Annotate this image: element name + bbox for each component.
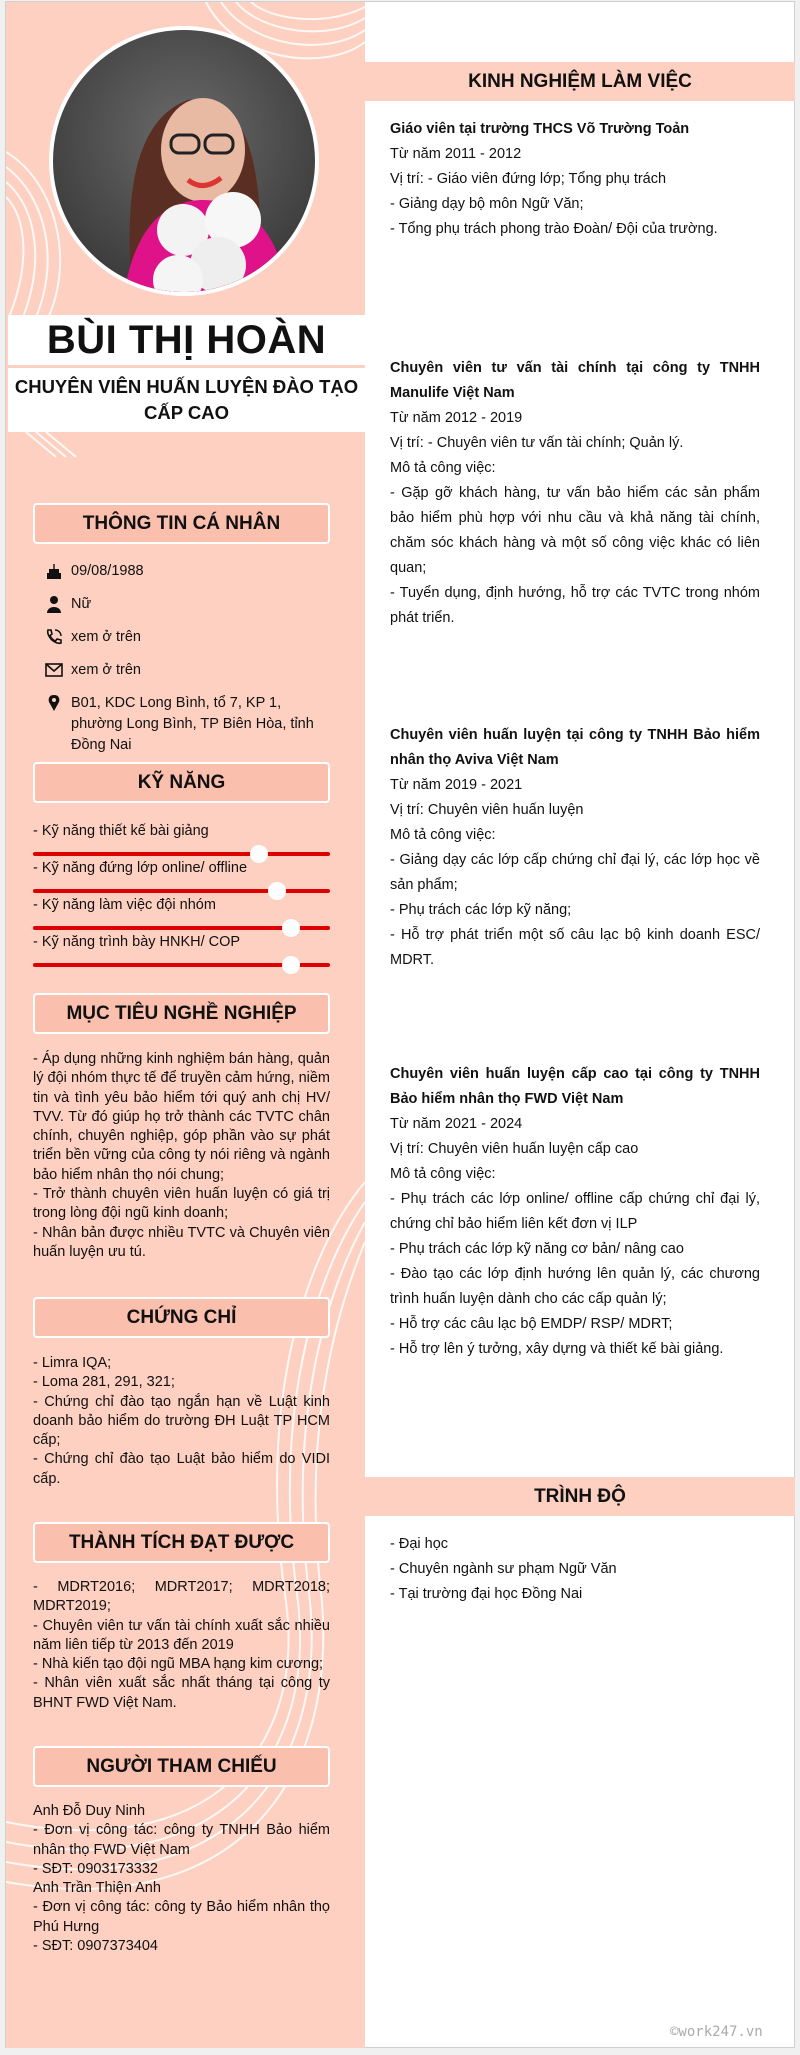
references-heading: NGƯỜI THAM CHIẾU — [33, 1746, 330, 1787]
certificates-heading: CHỨNG CHỈ — [33, 1297, 330, 1338]
skill-label: - Kỹ năng trình bày HNKH/ COP — [33, 934, 241, 950]
job-detail: Từ năm 2021 - 2024 — [390, 1116, 523, 1132]
email-icon — [45, 661, 63, 679]
location-pin-icon — [45, 694, 63, 712]
job-detail: - Giảng dạy các lớp cấp chứng chỉ đại lý, các lớp học về sản phẩm; — [390, 852, 760, 893]
address-item: B01, KDC Long Bình, tổ 7, KP 1, phường Long Bình, TP Biên Hòa, tỉnh Đồng Nai — [45, 693, 331, 756]
job-entry — [390, 723, 760, 973]
job-detail: - Hỗ trợ các câu lạc bộ EMDP/ RSP/ MDRT; — [390, 1316, 673, 1332]
profile-photo — [49, 26, 319, 296]
job-detail: - Giảng dạy bộ môn Ngữ Văn; — [390, 196, 584, 212]
job-detail: Vị trí: - Giáo viên đứng lớp; Tổng phụ trách — [390, 171, 667, 187]
phone-item: xem ở trên — [45, 627, 331, 648]
job-detail: Vị trí: - Chuyên viên tư vấn tài chính; Quản lý. — [390, 435, 684, 451]
skill-level-knob — [250, 845, 268, 863]
sidebar — [6, 2, 365, 2048]
skill-level-bar — [33, 889, 330, 893]
objective-heading: MỤC TIÊU NGHỀ NGHIỆP — [33, 993, 330, 1034]
job-detail: Từ năm 2019 - 2021 — [390, 777, 523, 793]
objective-text: - Áp dụng những kinh nghiệm bán hàng, quản lý đội nhóm thực tế để truyền cảm hứng, niềm tin và tình yêu bảo hiểm tới quý anh chị HV/ TVV. Từ đó giúp họ trở thành các TVTC chân chính, chuyên nghiệp, góp phần vào sự phát triển bền vững của công ty nói riêng và ngành bảo hiểm nhân thọ nói chung; - Trở thành chuyên viên huấn luyện có giá trị trong lòng đội ngũ kinh doanh; - Nhân bản được nhiều TVTC và Chuyên viên huấn luyện ưu tú. — [33, 1051, 330, 1260]
skill-label: - Kỹ năng làm việc đội nhóm — [33, 897, 216, 913]
candidate-name: BÙI THỊ HOÀN — [8, 315, 365, 365]
achievements-heading: THÀNH TÍCH ĐẠT ĐƯỢC — [33, 1522, 330, 1563]
skill-level-bar — [33, 963, 330, 967]
cv-page — [5, 1, 795, 2048]
job-detail: Vị trí: Chuyên viên huấn luyện cấp cao — [390, 1141, 639, 1157]
job-detail: - Phụ trách các lớp online/ offline cấp chứng chỉ đại lý, chứng chỉ bảo hiểm liên kết đơn vị ILP — [390, 1191, 760, 1232]
job-detail: Mô tả công việc: — [390, 460, 496, 476]
person-icon — [45, 595, 63, 613]
job-detail: Vị trí: Chuyên viên huấn luyện — [390, 802, 584, 818]
job-title: Chuyên viên huấn luyện tại công ty TNHH Bảo hiểm nhân thọ Aviva Việt Nam — [390, 727, 760, 768]
skill-level-knob — [268, 882, 286, 900]
skill-label: - Kỹ năng thiết kế bài giảng — [33, 823, 209, 839]
skill-level-bar — [33, 926, 330, 930]
job-detail: - Gặp gỡ khách hàng, tư vấn bảo hiểm các sản phẩm bảo hiểm phù hợp với nhu cầu và khả năng tài chính, chăm sóc khách hàng và một số công việc khác có liên quan; — [390, 485, 760, 576]
phone-icon — [45, 628, 63, 646]
job-title: Giáo viên tại trường THCS Võ Trường Toản — [390, 121, 690, 137]
job-title: CHUYÊN VIÊN HUẤN LUYỆN ĐÀO TẠO CẤP CAO — [8, 368, 365, 432]
birthday-item: 09/08/1988 — [45, 561, 331, 582]
education-list: - Đại học - Chuyên ngành sư phạm Ngữ Văn - Tại trường đại học Đồng Nai — [390, 1536, 617, 1602]
watermark: ©work247.vn — [670, 2024, 763, 2040]
references-text: Anh Đỗ Duy Ninh - Đơn vị công tác: công ty TNHH Bảo hiểm nhân thọ FWD Việt Nam - SĐT: 0903173332 Anh Trần Thiện Anh - Đơn vị công tác: công ty Bảo hiểm nhân thọ Phú Hưng - SĐT: 0907373404 — [33, 1803, 330, 1955]
job-detail: - Phụ trách các lớp kỹ năng; — [390, 902, 572, 918]
skill-level-bar — [33, 852, 330, 856]
job-detail: Từ năm 2012 - 2019 — [390, 410, 523, 426]
job-detail: - Tổng phụ trách phong trào Đoàn/ Đội của trường. — [390, 221, 718, 237]
job-detail: - Tuyển dụng, định hướng, hỗ trợ các TVTC trong nhóm phát triển. — [390, 585, 760, 626]
education-heading: TRÌNH ĐỘ — [365, 1477, 795, 1516]
job-detail: Từ năm 2011 - 2012 — [390, 146, 522, 162]
skill-label: - Kỹ năng đứng lớp online/ offline — [33, 860, 248, 876]
job-detail: - Đào tạo các lớp định hướng lên quản lý, các chương trình huấn luyện dành cho các cấp quản lý; — [390, 1266, 760, 1307]
job-entry — [390, 117, 760, 242]
job-entry — [390, 356, 760, 631]
certificates-text: - Limra IQA; - Loma 281, 291, 321; - Chứng chỉ đào tạo ngắn hạn về Luật kinh doanh bảo hiểm do trường ĐH Luật TP HCM cấp; - Chứng chỉ đào tạo Luật bảo hiểm do VIDI cấp. — [33, 1355, 330, 1487]
job-entry — [390, 1062, 760, 1362]
achievements-text: - MDRT2016; MDRT2017; MDRT2018; MDRT2019; - Chuyên viên tư vấn tài chính xuất sắc nhiều năm liên tiếp từ 2013 đến 2019 - Nhà kiến tạo đội ngũ MBA hạng kim cương; - Nhân viên xuất sắc nhất tháng tại công ty BHNT FWD Việt Nam. — [33, 1579, 330, 1711]
job-detail: Mô tả công việc: — [390, 827, 496, 843]
job-title: Chuyên viên tư vấn tài chính tại công ty TNHH Manulife Việt Nam — [390, 360, 760, 401]
job-title: Chuyên viên huấn luyện cấp cao tại công ty TNHH Bảo hiểm nhân thọ FWD Việt Nam — [390, 1066, 760, 1107]
birthday-cake-icon — [45, 562, 63, 580]
job-detail: - Hỗ trợ lên ý tưởng, xây dựng và thiết kế bài giảng. — [390, 1341, 724, 1357]
personal-info-heading: THÔNG TIN CÁ NHÂN — [33, 503, 330, 544]
job-detail: Mô tả công việc: — [390, 1166, 496, 1182]
experience-heading: KINH NGHIỆM LÀM VIỆC — [365, 62, 795, 101]
email-item: xem ở trên — [45, 660, 331, 681]
skills-heading: KỸ NĂNG — [33, 762, 330, 803]
gender-item: Nữ — [45, 594, 331, 615]
job-detail: - Phụ trách các lớp kỹ năng cơ bản/ nâng cao — [390, 1241, 684, 1257]
job-detail: - Hỗ trợ phát triển một số câu lạc bộ kinh doanh ESC/ MDRT. — [390, 927, 760, 968]
